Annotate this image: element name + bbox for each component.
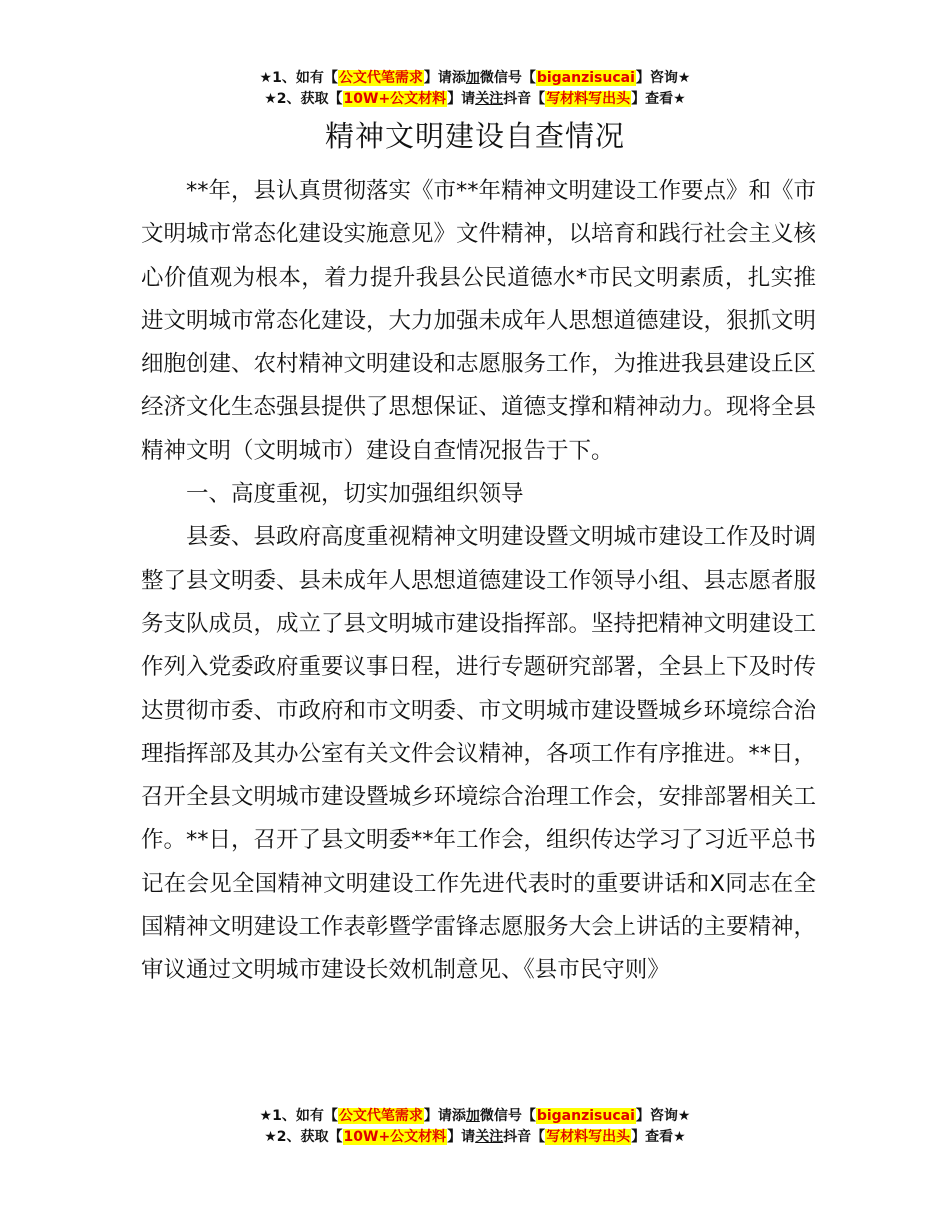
promo-text: ★2、获取【 bbox=[264, 91, 343, 107]
bottom-promo-banner bbox=[0, 1106, 950, 1148]
document-title: 精神文明建设自查情况 bbox=[324, 119, 625, 153]
promo-highlight: 写材料写出头 bbox=[546, 1129, 631, 1145]
paragraph-section-1: 县委、县政府高度重视精神文明建设暨文明城市建设工作及时调整了县文明委、县未成年人思想道德建设工作领导小组、县志愿者服务支队成员，成立了县文明城市建设指挥部。坚持把精神文明建设工作列入党委政府重要议事日程，进行专题研究部署，全县上下及时传达贯彻市委、市政府和市文明委、市文明城市建设暨城乡环境综合治理指挥部及其办公室有关文件会议精神，各项工作有序推进。**日，召开全县文明城市建设暨城乡环境综合治理工作会，安排部署相关工作。**日，召开了县文明委**年工作会，组织传达学习了习近平总书记在会见全国精神文明建设工作先进代表时的重要讲话和X同志在全国精神文明建设工作表彰暨学雷锋志愿服务大会上讲话的主要精神，审议通过文明城市建设长效机制意见、《县市民守则》 bbox=[141, 524, 817, 984]
promo-underlined: 关注 bbox=[475, 1129, 504, 1145]
promo-highlight: 10W+公文材料 bbox=[343, 1129, 447, 1145]
promo-underlined: 关注 bbox=[475, 91, 504, 107]
promo-text: 微信号【 bbox=[479, 1108, 536, 1124]
promo-underlined: 加 bbox=[465, 70, 480, 86]
promo-line-1 bbox=[0, 1106, 950, 1127]
paragraph-intro: **年，县认真贯彻落实《市**年精神文明建设工作要点》和《市文明城市常态化建设实施意见》文件精神，以培育和践行社会主义核心价值观为根本，着力提升我县公民道德水*市民文明素质，扎实推进文明城市常态化建设，大力加强未成年人思想道德建设，狠抓文明细胞创建、农村精神文明建设和志愿服务工作，为推进我县建设丘区经济文化生态强县提供了思想保证、道德支撑和精神动力。现将全县精神文明（文明城市）建设自查情况报告于下。 bbox=[141, 178, 817, 464]
promo-text: ★1、如有【 bbox=[259, 1108, 338, 1124]
promo-text: 】请 bbox=[447, 1129, 476, 1145]
section-heading-1: 一、高度重视，切实加强组织领导 bbox=[186, 481, 524, 508]
promo-highlight: 10W+公文材料 bbox=[343, 91, 447, 107]
promo-text: 抖音【 bbox=[503, 91, 546, 107]
promo-text: 抖音【 bbox=[503, 1129, 546, 1145]
promo-highlight: 公文代笔需求 bbox=[338, 70, 423, 86]
promo-text: ★1、如有【 bbox=[259, 70, 338, 86]
promo-text: 】查看★ bbox=[631, 1129, 686, 1145]
promo-text: 】请添 bbox=[423, 1108, 466, 1124]
promo-highlight: biganzisucai bbox=[536, 70, 635, 86]
promo-highlight: biganzisucai bbox=[536, 1108, 635, 1124]
promo-text: 】请添 bbox=[423, 70, 466, 86]
promo-text: 】咨询★ bbox=[635, 70, 691, 86]
promo-text: 】咨询★ bbox=[635, 1108, 691, 1124]
promo-text: 】请 bbox=[447, 91, 476, 107]
promo-highlight: 公文代笔需求 bbox=[338, 1108, 423, 1124]
promo-text: ★2、获取【 bbox=[264, 1129, 343, 1145]
promo-text: 】查看★ bbox=[631, 91, 686, 107]
top-promo-banner bbox=[0, 68, 950, 110]
promo-highlight: 写材料写出头 bbox=[546, 91, 631, 107]
promo-line-2 bbox=[0, 1127, 950, 1148]
document-body bbox=[141, 170, 816, 993]
promo-line-2 bbox=[0, 89, 950, 110]
promo-line-1 bbox=[0, 68, 950, 89]
promo-underlined: 加 bbox=[465, 1108, 480, 1124]
promo-text: 微信号【 bbox=[479, 70, 536, 86]
